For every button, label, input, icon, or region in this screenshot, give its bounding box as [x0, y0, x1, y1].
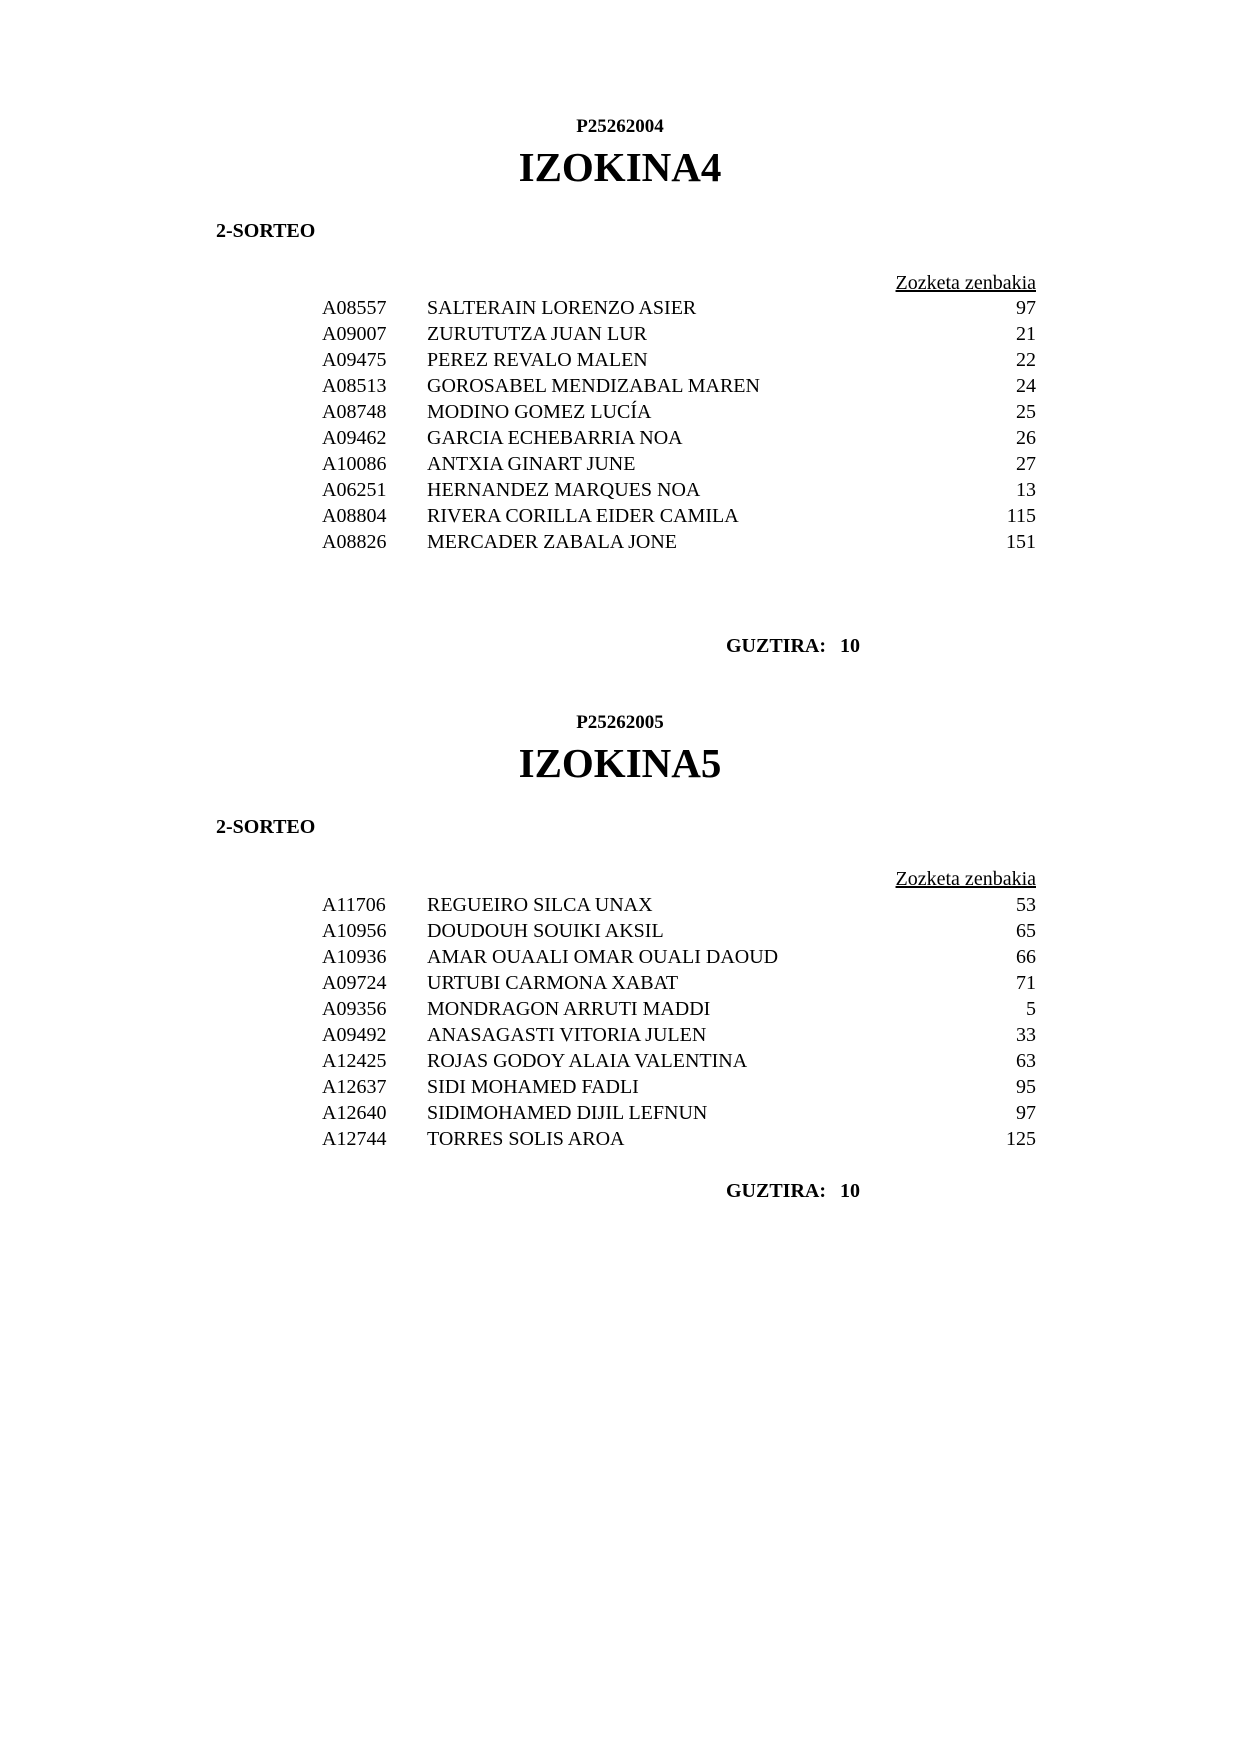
participant-name: SIDI MOHAMED FADLI: [427, 1076, 639, 1098]
draw-number: 5: [1026, 998, 1036, 1020]
draw-number: 24: [1016, 375, 1036, 397]
draw-number: 25: [1016, 401, 1036, 423]
draw-number: 125: [1006, 1128, 1036, 1150]
participant-id: A10956: [322, 920, 387, 942]
table-row: [322, 529, 1036, 555]
draw-number: 115: [1006, 505, 1036, 527]
participant-id: A09724: [322, 972, 387, 994]
participant-id: A10086: [322, 453, 387, 475]
table-row: [322, 1126, 1036, 1152]
draw-number: 71: [1016, 972, 1036, 994]
participant-id: A09492: [322, 1024, 387, 1046]
table-row: [322, 1048, 1036, 1074]
sorteo-label: 2-SORTEO: [216, 220, 316, 242]
draw-number: 22: [1016, 349, 1036, 371]
table-row: [322, 451, 1036, 477]
participant-name: AMAR OUAALI OMAR OUALI DAOUD: [427, 946, 779, 968]
group-code: P25262005: [576, 712, 664, 733]
draw-number: 13: [1016, 479, 1036, 501]
participant-name: MODINO GOMEZ LUCÍA: [427, 401, 652, 423]
participant-name: TORRES SOLIS AROA: [427, 1128, 625, 1150]
participant-id: A08804: [322, 505, 387, 527]
participant-id: A06251: [322, 479, 387, 501]
total-label: GUZTIRA:: [726, 635, 827, 657]
participant-name: GARCIA ECHEBARRIA NOA: [427, 427, 683, 449]
table-row: [322, 944, 1036, 970]
draw-number: 26: [1016, 427, 1036, 449]
table-row: [322, 503, 1036, 529]
participant-id: A12744: [322, 1128, 387, 1150]
table-row: [322, 1022, 1036, 1048]
participant-name: MONDRAGON ARRUTI MADDI: [427, 998, 711, 1020]
participant-name: MERCADER ZABALA JONE: [427, 531, 678, 553]
participant-name: PEREZ REVALO MALEN: [427, 349, 648, 371]
table-row: [322, 425, 1036, 451]
table-row: [322, 918, 1036, 944]
draw-number: 53: [1016, 894, 1036, 916]
table-row: [322, 1100, 1036, 1126]
participant-id: A12425: [322, 1050, 387, 1072]
participant-id: A09007: [322, 323, 387, 345]
participant-id: A11706: [322, 894, 386, 916]
participant-name: ANASAGASTI VITORIA JULEN: [427, 1024, 707, 1046]
total-row: [726, 1179, 860, 1203]
column-header-draw-number: Zozketa zenbakia: [895, 868, 1036, 890]
participant-list: [322, 892, 1036, 1152]
group-title: IZOKINA4: [518, 144, 722, 190]
participant-name: ANTXIA GINART JUNE: [427, 453, 636, 475]
table-row: [322, 321, 1036, 347]
draw-number: 97: [1016, 1102, 1036, 1124]
table-row: [322, 1074, 1036, 1100]
participant-name: URTUBI CARMONA XABAT: [427, 972, 679, 994]
table-row: [322, 970, 1036, 996]
table-row: [322, 295, 1036, 321]
participant-id: A12637: [322, 1076, 387, 1098]
draw-number: 27: [1016, 453, 1036, 475]
group-code: P25262004: [576, 116, 664, 137]
participant-id: A08826: [322, 531, 387, 553]
draw-number: 97: [1016, 297, 1036, 319]
table-row: [322, 477, 1036, 503]
draw-number: 33: [1016, 1024, 1036, 1046]
draw-number: 65: [1016, 920, 1036, 942]
participant-id: A12640: [322, 1102, 387, 1124]
draw-number: 95: [1016, 1076, 1036, 1098]
draw-number: 151: [1006, 531, 1036, 553]
participant-name: HERNANDEZ MARQUES NOA: [427, 479, 701, 501]
participant-id: A09462: [322, 427, 387, 449]
total-row: [726, 634, 860, 658]
group-title: IZOKINA5: [518, 740, 722, 786]
total-value: 10: [840, 1180, 861, 1202]
participant-id: A09356: [322, 998, 387, 1020]
participant-name: ROJAS GODOY ALAIA VALENTINA: [427, 1050, 748, 1072]
participant-id: A08513: [322, 375, 387, 397]
table-row: [322, 373, 1036, 399]
participant-name: SALTERAIN LORENZO ASIER: [427, 297, 697, 319]
participant-id: A09475: [322, 349, 387, 371]
participant-id: A10936: [322, 946, 387, 968]
draw-number: 66: [1016, 946, 1036, 968]
total-value: 10: [840, 635, 861, 657]
draw-number: 21: [1016, 323, 1036, 345]
participant-name: SIDIMOHAMED DIJIL LEFNUN: [427, 1102, 708, 1124]
participant-name: GOROSABEL MENDIZABAL MAREN: [427, 375, 760, 397]
column-header-draw-number: Zozketa zenbakia: [895, 272, 1036, 294]
total-label: GUZTIRA:: [726, 1180, 827, 1202]
participant-id: A08748: [322, 401, 387, 423]
draw-number: 63: [1016, 1050, 1036, 1072]
sorteo-label: 2-SORTEO: [216, 816, 316, 838]
table-row: [322, 347, 1036, 373]
table-row: [322, 996, 1036, 1022]
participant-id: A08557: [322, 297, 387, 319]
participant-name: DOUDOUH SOUIKI AKSIL: [427, 920, 664, 942]
participant-name: ZURUTUTZA JUAN LUR: [427, 323, 647, 345]
participant-name: REGUEIRO SILCA UNAX: [427, 894, 653, 916]
participant-list: [322, 295, 1036, 555]
table-row: [322, 399, 1036, 425]
participant-name: RIVERA CORILLA EIDER CAMILA: [427, 505, 739, 527]
table-row: [322, 892, 1036, 918]
